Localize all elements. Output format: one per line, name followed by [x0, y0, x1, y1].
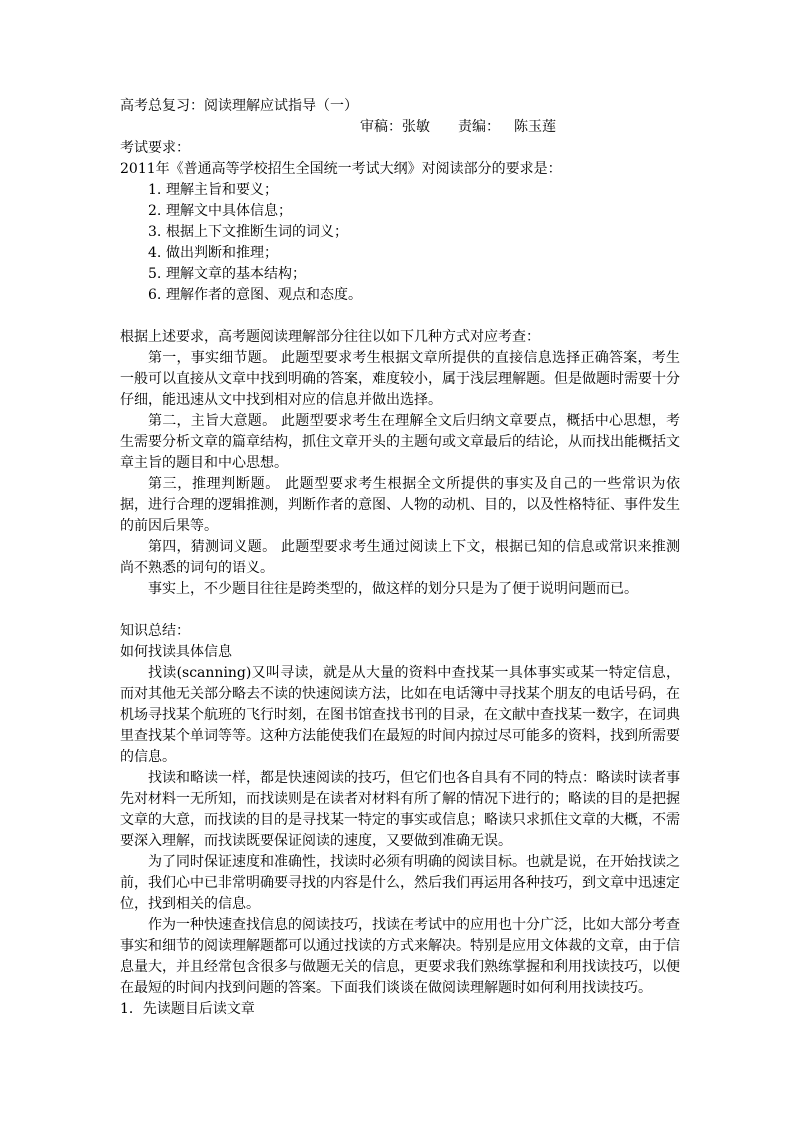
editor-name: 陈玉莲 — [514, 119, 556, 135]
scanning-heading: 如何找读具体信息 — [120, 644, 232, 660]
list-item-text: 理解文章的基本结构； — [166, 266, 306, 282]
list-item-number: 2. — [148, 203, 162, 219]
question-type-paragraph — [120, 474, 680, 537]
list-item-text: 理解主旨和要义； — [166, 182, 278, 198]
question-type-paragraph — [120, 411, 680, 474]
editor-credits — [120, 117, 680, 138]
list-item — [120, 180, 680, 201]
question-types-intro: 根据上述要求，高考题阅读理解部分往往以如下几种方式对应考查： — [120, 329, 540, 345]
body-paragraph: 为了同时保证速度和准确性，找读时必须有明确的阅读目标。也就是说，在开始找读之前，我们心中已非常明确要寻找的内容是什么，然后我们再运用各种技巧，到文章中迅速定位，找到相关的信息。 — [120, 854, 680, 912]
question-type-text: 此题型要求考生根据全文所提供的事实及自己的一些常识为依据，进行合理的逻辑推测，判断作者的意图、人物的动机、目的，以及性格特征、事件发生的前因后果等。 — [120, 476, 681, 534]
editor-label: 责编： — [458, 119, 500, 135]
list-item — [120, 222, 680, 243]
list-item-text: 理解作者的意图、观点和态度。 — [166, 287, 362, 303]
document-title: 高考总复习：阅读理解应试指导（一） — [120, 98, 358, 114]
reviewer-label: 审稿：张敏 — [360, 119, 430, 135]
list-item — [120, 285, 680, 306]
knowledge-heading: 知识总结： — [120, 623, 190, 639]
list-item-text: 根据上下文推断生词的词义； — [166, 224, 348, 240]
question-type-label: 第三，推理判断题。 — [148, 476, 280, 492]
question-type-label: 第二，主旨大意题。 — [148, 413, 277, 429]
question-type-label: 第一，事实细节题。 — [148, 350, 277, 366]
list-item-number: 1. — [148, 182, 162, 198]
step-heading: 1．先读题目后读文章 — [120, 1001, 255, 1017]
body-paragraph: 找读和略读一样，都是快速阅读的技巧，但它们也各自具有不同的特点：略读时读者事先对材料一无所知，而找读则是在读者对材料有所了解的情况下进行的；略读的目的是把握文章的大意，而找读的目的是寻找某一特定的事实或信息；略读只求抓住文章的大概，不需要深入理解，而找读既要保证阅读的速度，又要做到准确无误。 — [120, 770, 680, 849]
requirements-intro: 2011年《普通高等学校招生全国统一考试大纲》对阅读部分的要求是： — [120, 161, 562, 177]
question-type-text: 此题型要求考生根据文章所提供的直接信息选择正确答案，考生一般可以直接从文章中找到明确的答案，难度较小，属于浅层理解题。但是做题时需要十分仔细，能迅速从文中找到相对应的信息并做出选择。 — [120, 350, 681, 408]
list-item-text: 理解文中具体信息； — [166, 203, 292, 219]
question-type-paragraph — [120, 537, 680, 579]
body-paragraph: 找读(scanning)又叫寻读，就是从大量的资料中查找某一具体事实或某一特定信息，而对其他无关部分略去不读的快速阅读方法，比如在电话簿中寻找某个朋友的电话号码，在机场寻找某个航班的飞行时刻，在图书馆查找书刊的目录，在文献中查找某一数字，在词典里查找某个单词等等。这种方法能使我们在最短的时间内掠过尽可能多的资料，找到所需要的信息。 — [120, 665, 680, 765]
list-item-number: 4. — [148, 245, 162, 261]
question-type-text: 此题型要求考生在理解全文后归纳文章要点，概括中心思想，考生需要分析文章的篇章结构，抓住文章开头的主题句或文章最后的结论，从而找出能概括文章主旨的题目和中心思想。 — [120, 413, 681, 471]
list-item-text: 做出判断和推理； — [166, 245, 278, 261]
list-item — [120, 264, 680, 285]
question-types-conclusion: 事实上，不少题目往往是跨类型的，做这样的划分只是为了便于说明问题而已。 — [148, 581, 638, 597]
list-item — [120, 201, 680, 222]
question-type-label: 第四，猜测词义题。 — [148, 539, 277, 555]
list-item — [120, 243, 680, 264]
body-paragraph: 作为一种快速查找信息的阅读技巧，找读在考试中的应用也十分广泛，比如大部分考查事实和细节的阅读理解题都可以通过找读的方式来解决。特别是应用文体裁的文章，由于信息量大，并且经常包含很多与做题无关的信息，更要求我们熟练掌握和利用找读技巧，以便在最短的时间内找到问题的答案。下面我们谈谈在做阅读理解题时如何利用找读技巧。 — [120, 917, 680, 996]
requirements-list — [120, 180, 680, 306]
list-item-number: 6. — [148, 287, 162, 303]
list-item-number: 5. — [148, 266, 162, 282]
question-type-paragraph — [120, 348, 680, 411]
list-item-number: 3. — [148, 224, 162, 240]
question-type-text: 此题型要求考生通过阅读上下文，根据已知的信息或常识来推测尚不熟悉的词句的语义。 — [120, 539, 681, 576]
document-page — [120, 96, 680, 1020]
requirements-heading: 考试要求： — [120, 140, 190, 156]
